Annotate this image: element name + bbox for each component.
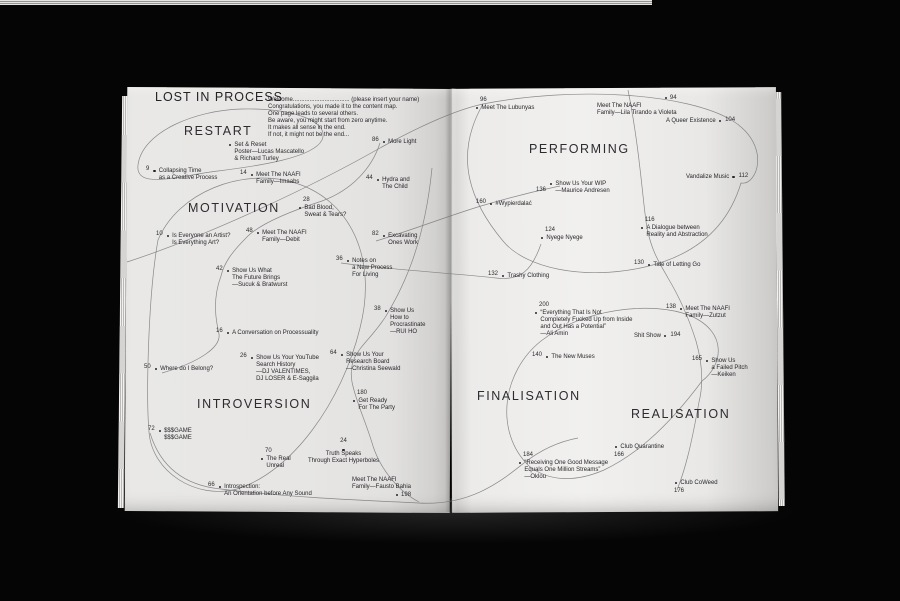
node-dot (251, 174, 253, 176)
node-dot (383, 141, 385, 143)
node-dot (396, 494, 398, 496)
node-dot (229, 144, 231, 146)
map-entry (538, 227, 583, 242)
entry-label: $$$GAME $$$GAME (164, 428, 192, 441)
node-dot (251, 357, 253, 359)
map-entry (352, 477, 411, 499)
entry-label: Is Everyone an Artist? Is Everything Art? (172, 233, 231, 246)
page-title: LOST IN PROCESS (155, 90, 283, 104)
intro-line: Welcome.................................. (please insert your name) (268, 97, 420, 103)
page-number: 14 (240, 170, 247, 176)
node-dot (732, 176, 734, 178)
node-row (538, 235, 583, 242)
page-number: 70 (265, 448, 272, 454)
map-entry (146, 168, 217, 182)
section-heading-performing: PERFORMING (529, 142, 630, 156)
map-entry (350, 390, 395, 412)
node-dot (377, 179, 379, 181)
page-number: 50 (144, 364, 151, 370)
entry-label: Notes on a New Process For Living (352, 258, 393, 278)
map-entry (374, 308, 425, 336)
page-number: 66 (208, 482, 215, 488)
intro-text (268, 97, 419, 139)
section-heading-motivation: MOTIVATION (188, 201, 280, 215)
entry-label: “Everything That Is Not Completely Fucked Up from Inside and Out Has a Potential” —Ali Amin (540, 310, 633, 337)
map-entry (532, 302, 632, 338)
page-number: 9 (146, 166, 150, 172)
map-entry (372, 233, 418, 247)
node-dot (719, 120, 721, 122)
entry-label: “Receiving One Good Message Equals One Million Streams” —Oklou (524, 460, 609, 480)
node-dot (546, 356, 548, 358)
map-entry (612, 444, 664, 459)
node-dot (385, 310, 387, 312)
entry-label: #Wypierdalać (495, 201, 532, 207)
entry-label: Nyege Nyege (546, 235, 583, 241)
node-dot (519, 462, 521, 464)
page-number: 124 (545, 227, 556, 233)
map-entry (240, 355, 319, 383)
node-dot (615, 446, 617, 448)
map-entry (258, 448, 291, 470)
map-entry (666, 118, 735, 125)
page-number: 36 (336, 256, 343, 262)
node-dot (353, 400, 355, 402)
node-row (258, 456, 291, 470)
entry-label: Club Quarantine (620, 444, 665, 450)
node-dot (541, 237, 543, 239)
page-number: 116 (645, 217, 655, 223)
entry-label: Show Us a Failed Pitch —Keiken (711, 358, 748, 378)
entry-label: Meet The Lubunyas (481, 105, 535, 111)
map-entry (148, 428, 192, 442)
node-dot (153, 170, 155, 172)
page-number: 184 (523, 452, 534, 458)
map-entry (156, 233, 230, 247)
entry-label: Shit Show (634, 333, 662, 339)
page-number: 16 (216, 328, 223, 334)
node-dot (476, 107, 478, 109)
page-number: 104 (725, 117, 736, 123)
map-entry (516, 452, 608, 481)
node-dot (227, 270, 229, 272)
entry-label: Show Us How to Procrastinate —RUI HO (390, 308, 426, 335)
map-entry (308, 438, 379, 465)
entry-label: Set & Reset Poster—Lucas Mascatello & Richard Turley (234, 142, 305, 162)
entry-label: Show Us Your YouTube Search History —DJ VALENTIMES, DJ LOSER & E-Saggila (256, 355, 319, 382)
entry-label: Tale of Letting Go (653, 262, 701, 268)
map-entry (532, 354, 595, 361)
entry-label: The Real Unreal (266, 456, 291, 469)
node-dot (664, 335, 666, 337)
map-entry (476, 201, 532, 208)
page-number: 194 (670, 332, 681, 338)
map-entry (473, 97, 534, 112)
map-entry (216, 330, 318, 337)
curve-right-diagonal (628, 90, 702, 490)
node-row (516, 460, 608, 481)
map-entry (672, 480, 718, 495)
node-dot (490, 203, 492, 205)
map-entry (144, 366, 213, 373)
node-dot (227, 332, 229, 334)
map-entry (208, 484, 312, 498)
page-number: 86 (372, 137, 379, 143)
entry-label: Introspection: An Orientation before Any Sound (224, 484, 312, 497)
map-entry (372, 139, 416, 146)
node-dot (641, 227, 643, 229)
page-number: 96 (480, 97, 487, 103)
node-dot (155, 368, 157, 370)
page-number: 132 (488, 271, 499, 277)
entry-label: Collapsing Time as a Creative Process (158, 168, 218, 181)
entry-label: Meet The NAAFI Family—Zutzut (685, 306, 730, 319)
node-dot (219, 486, 221, 488)
page-number: 26 (240, 353, 247, 359)
map-entry (536, 181, 610, 195)
entry-label: Show Us What The Future Brings —Sucuk & Bratwurst (232, 268, 288, 288)
node-dot (665, 97, 667, 99)
entry-label: Excavating Ones Work (388, 233, 418, 246)
map-entry (638, 217, 708, 239)
page-number: 130 (634, 260, 645, 266)
node-dot (535, 312, 537, 314)
page-number: 48 (246, 228, 253, 234)
node-dot (706, 360, 708, 362)
entry-label: Vandalize Music (686, 174, 730, 180)
node-dot (159, 430, 161, 432)
node-dot (299, 207, 301, 209)
map-entry (366, 177, 410, 191)
entry-label: Show Us Your Research Board —Christina Seewald (346, 352, 401, 372)
map-entry (330, 352, 400, 373)
intro-line: It makes all sense in the end. (268, 125, 346, 131)
page-number: 10 (156, 231, 163, 237)
intro-line: If not, it might not be the end... (268, 132, 350, 138)
entry-label: A Dialogue between Reality and Abstraction (646, 225, 708, 238)
page-number: 166 (614, 452, 625, 458)
section-heading-introversion: INTROVERSION (197, 397, 312, 411)
node-dot (680, 308, 682, 310)
node-row (393, 492, 411, 499)
intro-line: Congratulations, you made it to the content map. (268, 104, 398, 110)
page-number: 94 (669, 95, 677, 101)
node-row (296, 205, 346, 219)
section-heading-restart: RESTART (184, 124, 253, 138)
entry-label: Club CoWeed (680, 480, 718, 486)
entry-label: Get Ready For The Party (358, 398, 395, 411)
page-number: 160 (476, 199, 487, 205)
map-entry (226, 142, 304, 163)
page-number: 138 (666, 304, 677, 310)
map-entry (634, 262, 700, 269)
page-number: 42 (216, 266, 223, 272)
entry-label: Meet The NAAFI Family—Fausto Bahia (352, 477, 412, 490)
page-number: 28 (303, 197, 310, 203)
entry-label: A Conversation on Processuality (232, 330, 319, 336)
page-number: 24 (340, 438, 347, 444)
map-entry (597, 95, 677, 117)
entry-label: Truth Speaks Through Exact Hyperboles (308, 451, 380, 465)
node-dot (502, 275, 504, 277)
map-entry (692, 358, 748, 379)
page-number: 140 (532, 352, 543, 358)
page-number: 176 (674, 488, 685, 494)
page-number: 82 (372, 231, 379, 237)
section-heading-finalisation: FINALISATION (477, 389, 581, 403)
node-dot (257, 232, 259, 234)
entry-label: Meet The NAAFI Family—Lila Tirando a Violeta (597, 103, 677, 116)
page-number: 165 (692, 356, 703, 362)
entry-label: Trashy Clothing (507, 273, 550, 279)
map-entry (296, 197, 346, 219)
page-number: 112 (738, 173, 749, 179)
map-entry (666, 306, 730, 320)
map-entry (216, 268, 287, 289)
page-number: 38 (374, 306, 381, 312)
intro-line: Be aware, you might start from zero anytime. (268, 118, 388, 124)
node-row (672, 480, 718, 487)
node-row (662, 95, 677, 102)
node-row (350, 398, 395, 412)
entry-label: A Queer Existence (666, 118, 716, 124)
node-dot (347, 260, 349, 262)
entry-label: More Light (388, 139, 417, 145)
page-number: 198 (401, 492, 412, 498)
page-number: 136 (536, 187, 547, 193)
node-dot (550, 183, 552, 185)
entry-label: Show Us Your WIP —Maurice Andresen (555, 181, 610, 194)
map-entry (634, 333, 680, 340)
node-row (612, 444, 664, 451)
page-number: 72 (148, 426, 155, 432)
page-number: 180 (357, 390, 368, 396)
map-entry (240, 172, 301, 186)
entry-label: Where do I Belong? (160, 366, 214, 372)
map-entry (336, 258, 392, 279)
node-dot (341, 354, 343, 356)
node-row (638, 225, 708, 239)
node-dot (261, 458, 263, 460)
entry-label: Meet The NAAFI Family—Imaabs (256, 172, 301, 185)
intro-line: One page leads to several others. (268, 111, 359, 117)
node-row (473, 105, 534, 112)
map-entry (246, 230, 307, 244)
node-dot (383, 235, 385, 237)
node-dot (675, 482, 677, 484)
map-entry (686, 174, 748, 181)
map-entry (488, 273, 549, 280)
entry-label: Meet The NAAFI Family—Debit (262, 230, 307, 243)
page-number: 200 (539, 302, 550, 308)
entry-label: The New Muses (551, 354, 595, 360)
page-number: 44 (366, 175, 373, 181)
entry-label: Hydra and The Child (382, 177, 410, 190)
section-heading-realisation: REALISATION (631, 407, 731, 421)
entry-label: Bad Blood, Sweat & Tears? (304, 205, 347, 218)
page-number: 64 (330, 350, 337, 356)
node-row (532, 310, 632, 338)
node-dot (648, 264, 650, 266)
node-dot (167, 235, 169, 237)
